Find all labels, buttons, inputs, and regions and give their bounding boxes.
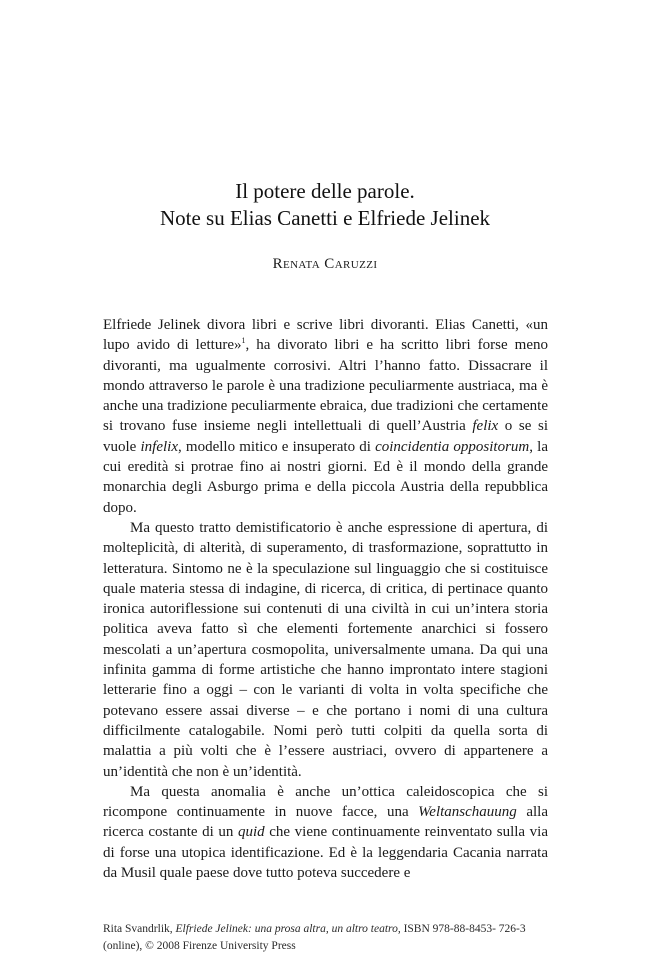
italic-term: Elfriede Jelinek: una prosa altra, un altro teatro,	[175, 923, 401, 935]
italic-term: Weltanschauung	[418, 804, 517, 821]
text-run: o se si vuole	[103, 418, 548, 455]
text-run: Elfriede Jelinek divora libri e scrive libri divoranti. Elias Canetti, «un lupo avido di letture»	[103, 317, 548, 354]
text-run: , ha divorato libri e ha scritto libri forse meno divoranti, ma ugualmente corrosivi. Altri l’hanno fatto. Dissacrare il mondo attraverso le parole è una tradizione peculiarmente austriaca, ma è anche una tradizione peculiarmente ebraica, due tradizioni che certamente si trovano fuse insieme negli intellettuali di quell’Austria	[103, 337, 548, 435]
italic-term: quid	[238, 824, 265, 841]
text-run: ISBN 978-88-8453- 726-3 (online), © 2008 Firenze University Press	[103, 923, 526, 952]
text-run: Ma questo tratto demistificatorio è anche espressione di apertura, di molteplicità, di alterità, di superamento, di trasformazione, soprattutto in letteratura. Sintomo ne è la speculazione sul linguaggio che si costituisce quale materia stessa di indagine, di ricerca, di critica, di pertinace quanto ironica autoriflessione sui contenuti di una civiltà in cui un’intera storia politica aveva fatto sì che elementi fortemente anarchici si fossero mescolati a un’apertura cosmopolita, universalmente umana. Da qui una infinita gamma di forme artistiche che hanno improntato intere stagioni letterarie fino a oggi – con le varianti di volta in volta specifiche che potevano essere assai diverse – e che portano i nomi di una cultura difficilmente catalogabile. Nomi però tutti colpiti da quella sorta di malattia a più volti che è l’essere austriaci, ovvero di appartenere a un’identità che non è un’identità.	[103, 519, 548, 780]
body-paragraph-3	[103, 782, 548, 883]
text-run: Rita Svandrlik,	[103, 923, 176, 935]
text-run: alla ricerca costante di un	[103, 804, 548, 841]
footnote-marker: 1	[241, 336, 246, 346]
text-run: , modello mitico e insuperato di	[178, 438, 376, 455]
body-paragraph-2	[103, 518, 548, 782]
article-body	[103, 315, 548, 883]
italic-term: infelix	[140, 438, 178, 455]
article-title-line-2: Note su Elias Canetti e Elfriede Jelinek	[159, 206, 491, 230]
article-title-line-1: Il potere delle parole.	[235, 179, 415, 203]
article-author: Renata Caruzzi	[272, 256, 378, 272]
italic-term: coincidentia oppositorum	[375, 438, 530, 455]
body-paragraph-1	[103, 315, 548, 518]
text-run: , la cui eredità si protrae fino ai nostri giorni. Ed è il mondo della grande monarchia degli Asburgo prima e della piccola Austria della repubblica dopo.	[103, 438, 548, 516]
text-run: Ma questa anomalia è anche un’ottica caleidoscopica che si ricompone continuamente in nuove facce, una	[103, 783, 548, 821]
text-run: che viene continuamente reinventato sulla via di forse una utopica identificazione. Ed è la leggendaria Cacania narrata da Musil quale paese dove tutto poteva succedere e	[103, 824, 548, 882]
italic-term: felix	[472, 418, 499, 435]
citation-footer	[103, 921, 553, 955]
